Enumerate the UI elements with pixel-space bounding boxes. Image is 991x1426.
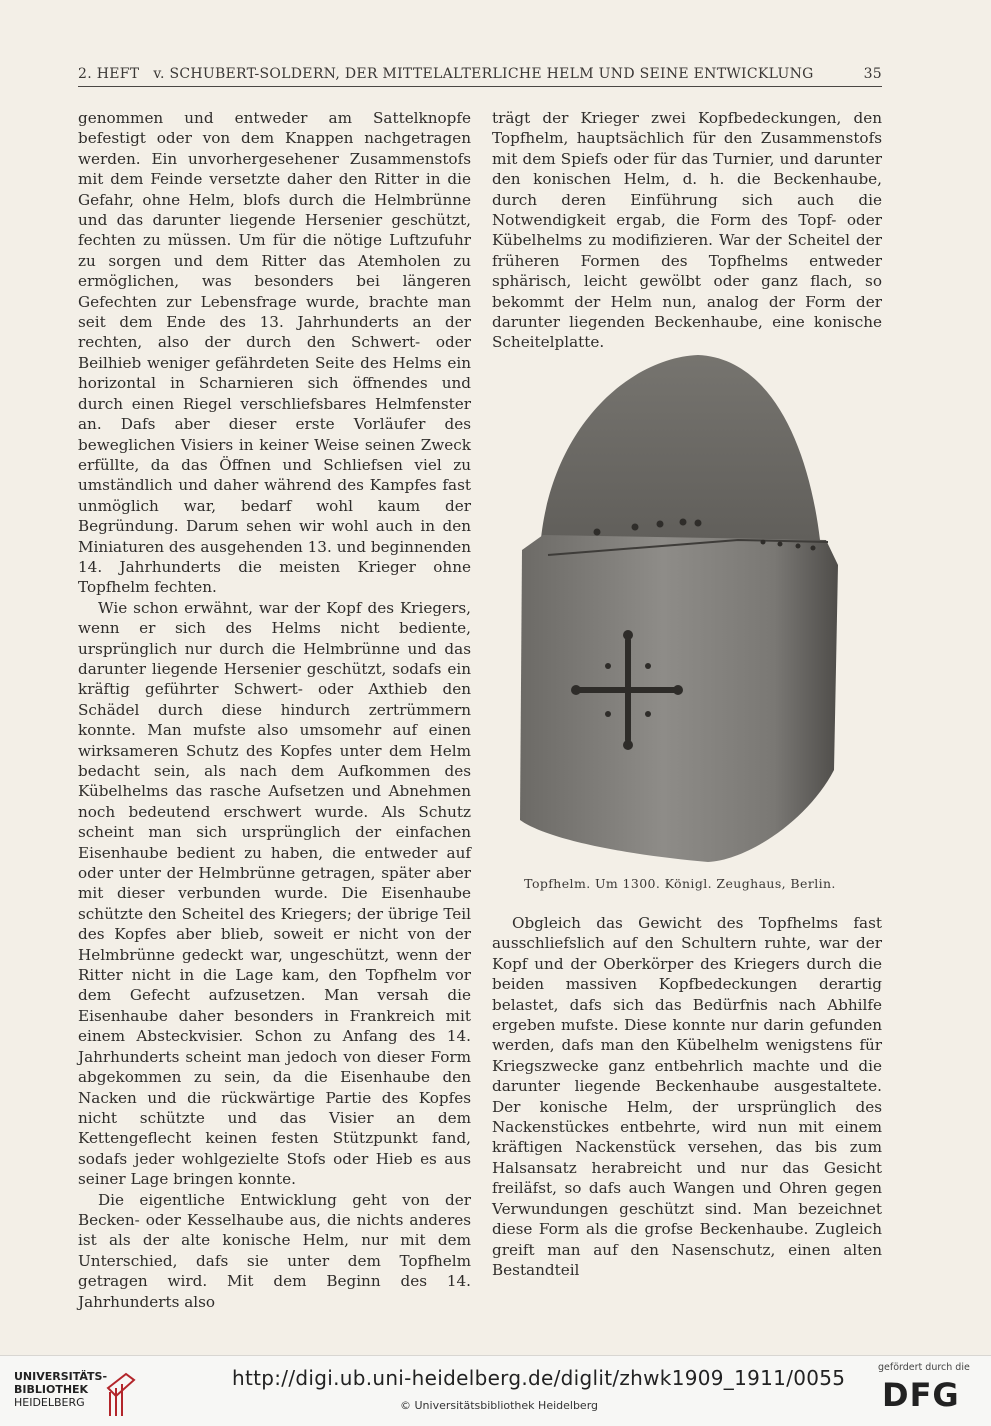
helmet-photo [508, 350, 848, 870]
figure-caption: Topfhelm. Um 1300. Königl. Zeughaus, Berlin. [524, 876, 836, 891]
dfg-logo: DFG [882, 1376, 960, 1414]
university-library-logo: UNIVERSITÄTS- BIBLIOTHEK HEIDELBERG [14, 1370, 139, 1418]
paragraph: Die eigentliche Entwicklung geht von der Becken- oder Kesselhaube aus, die nichts anderes ist als der alte konische Helm, nur mit dem Unterschied, dafs sie unter dem Topfhelm getragen wird. Mit dem Beginn des 14. Jahrhunderts also [78, 1190, 471, 1311]
digitization-footer [0, 1355, 991, 1426]
paragraph: trägt der Krieger zwei Kopfbedeckungen, den Topfhelm, hauptsächlich für den Zusammenstofs mit dem Spiefs oder für das Turnier, und darunter den konischen Helm, d. h. die Beckenhaube, durch deren Einführung sich auch die Notwendigkeit ergab, die Form des Topf- oder Kübelhelms zu modifizieren. War der Scheitel der früheren Formen des Topfhelms entweder sphärisch, leicht gewölbt oder ganz flach, so bekommt der Helm nun, analog der Form der darunter liegenden Beckenhaube, eine konische Scheitelplatte. [492, 109, 882, 352]
paragraph: Obgleich das Gewicht des Topfhelms fast ausschliefslich auf den Schultern ruhte, war der Kopf und der Oberkörper des Kriegers durch die beiden massiven Kopfbedeckungen derartig belastet, dafs sich das Bedürfnis nach Abhilfe ergeben mufste. Diese konnte nur darin gefunden werden, dafs man den Kübelhelm wenigstens für Kriegszwecke ganz entbehrlich machte und die darunter liegende Beckenhaube ausgestaltete. Der konische Helm, der ursprünglich des Nackenstückes entbehrte, wird nun mit einem kräftigen Nackenstück versehen, das bis zum Halsansatz herabreicht und nur das Gesicht freiläfst, so dafs auch Wangen und Ohren gegen Verwundungen geschützt sind. Man bezeichnet diese Form als die grofse Beckenhaube. Zugleich greift man auf den Nasenschutz, einen alten Bestandteil [492, 914, 882, 1279]
running-title: v. SCHUBERT-SOLDERN, DER MITTELALTERLICHE HELM UND SEINE ENTWICKLUNG [153, 66, 814, 82]
issue-label: 2. HEFT [78, 66, 140, 82]
right-column-bottom [492, 913, 882, 1280]
page-number: 35 [863, 66, 882, 82]
running-header [78, 66, 882, 87]
source-url-link[interactable]: http://digi.ub.uni-heidelberg.de/diglit/zhwk1909_1911/0055 [232, 1366, 846, 1390]
left-column [78, 108, 471, 1312]
paragraph: genommen und entweder am Sattelknopfe befestigt oder von dem Knappen nachgetragen werden. Ein unvorhergesehener Zusammenstofs mit dem Feinde versetzte daher den Ritter in die Gefahr, ohne Helm, blofs durch die Helmbrünne und das darunter liegende Hersenier geschützt, fechten zu müssen. Um für die nötige Luftzufuhr zu sorgen und dem Ritter das Atemholen zu ermöglichen, was besonders bei längeren Gefechten zur Lebensfrage wurde, brachte man seit dem Ende des 13. Jahrhunderts an der rechten, also der durch den Schwert- oder Beilhieb weniger gefährdeten Seite des Helms ein horizontal in Scharnieren sich öffnendes und durch einen Riegel verschliefsbares Helmfenster an. Dafs aber dieser erste Vorläufer des beweglichen Visiers in keiner Weise seinen Zweck erfüllte, da das Öffnen und Schliefsen viel zu umständlich und daher während des Kampfes fast unmöglich war, bedarf wohl kaum der Begründung. Darum sehen wir wohl auch in den Miniaturen des ausgehenden 13. und beginnenden 14. Jahrhunderts die meisten Krieger ohne Topfhelm fechten. [78, 109, 471, 597]
paragraph: Wie schon erwähnt, war der Kopf des Kriegers, wenn er sich des Helms nicht bediente, ursprünglich nur durch die Helmbrünne und das darunter liegende Hersenier geschützt, sodafs ein kräftig geführter Schwert- oder Axthieb den Schädel durch diese hindurch zertrümmern konnte. Man mufste also umsomehr auf einen wirksameren Schutz des Kopfes unter dem Helm bedacht sein, als nach dem Aufkommen des Kübelhelms das rasche Aufsetzen und Abnehmen noch bedeutend erschwert wurde. Als Schutz scheint man sich ursprünglich der einfachen Eisenhaube bedient zu haben, die entweder auf oder unter der Helmbrünne getragen, später aber mit dieser verbunden wurde. Die Eisenhaube schützte den Scheitel des Kriegers; der übrige Teil des Kopfes aber blieb, soweit er nicht von der Helmbrünne gedeckt war, ungeschützt, wenn der Ritter nicht in die Lage kam, den Topfhelm vor dem Gefecht aufzusetzen. Man versah die Eisenhaube daher besonders in Frankreich mit einem Absteckvisier. Schon zu Anfang des 14. Jahrhunderts scheint man jedoch von dieser Form abgekommen zu sein, da die Eisenhaube den Nacken und die rückwärtige Partie des Kopfes nicht schützte und das Visier an dem Kettengeflecht keinen festen Stützpunkt fand, sodafs jeder wohlgezielte Stofs oder Hieb es aus seiner Lage bringen konnte. [78, 598, 471, 1189]
copyright-notice: © Universitätsbibliothek Heidelberg [400, 1399, 599, 1412]
right-column-top [492, 108, 882, 353]
library-mark-icon [104, 1370, 138, 1418]
funding-label: gefördert durch die [878, 1362, 970, 1373]
